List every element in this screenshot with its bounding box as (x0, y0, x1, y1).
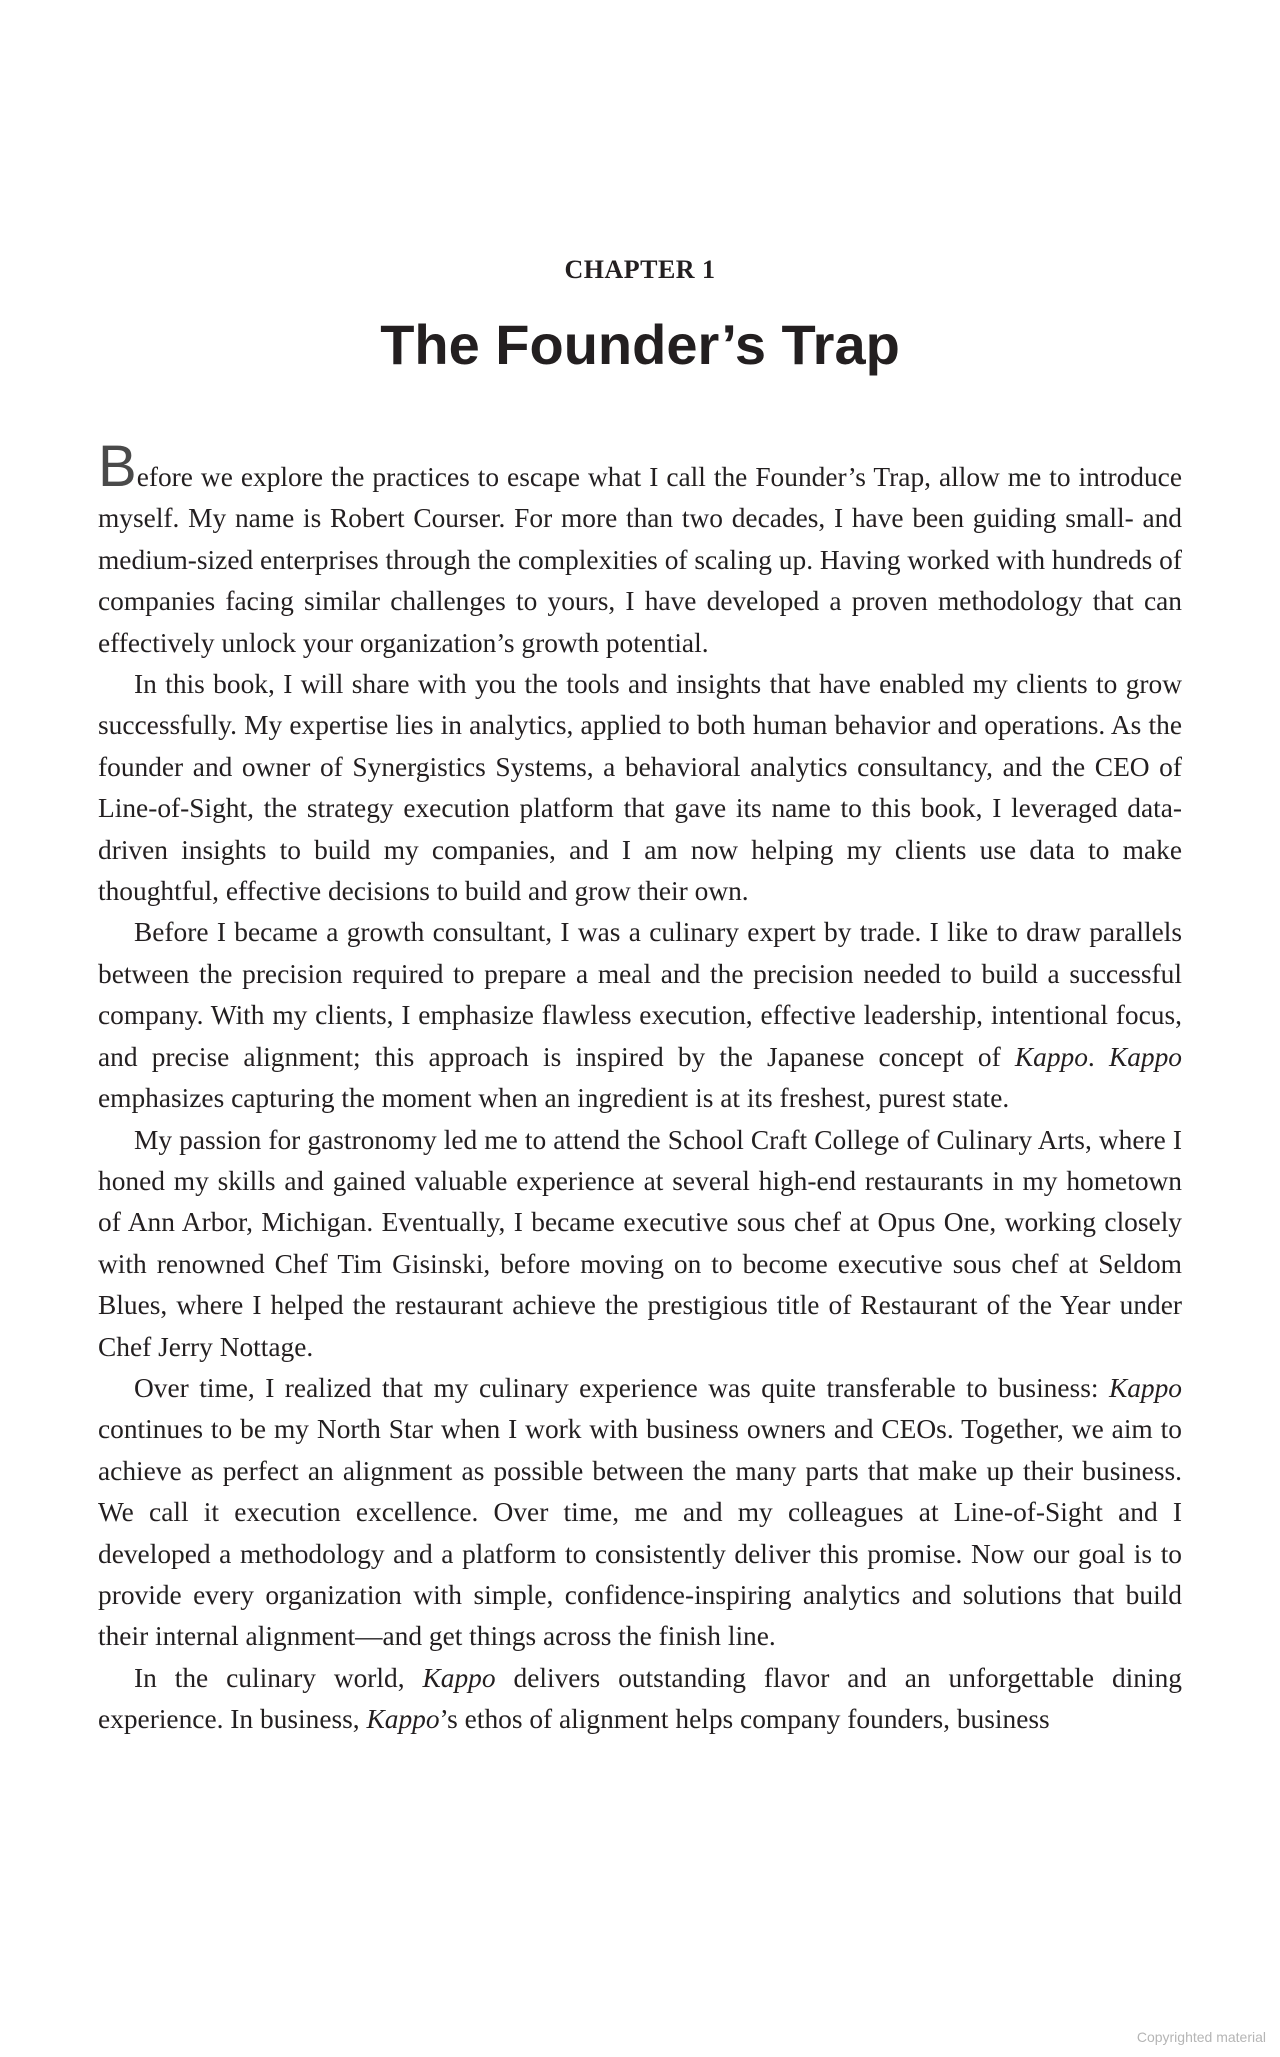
paragraph-5-text-b: continues to be my North Star when I work with business owners and CEOs. Together, we aim to achieve as perfect an alignment as possible between the many parts that make up their business. We call it execution excellence. Over time, me and my colleagues at Line-of-Sight and I developed a methodology and a platform to consistently deliver this promise. Now our goal is to provide every organization with simple, confidence-inspiring analytics and solutions that build their internal alignment—and get things across the finish line. (98, 1414, 1182, 1652)
kappo-term: Kappo (1108, 1372, 1182, 1403)
chapter-label: CHAPTER 1 (564, 255, 716, 284)
paragraph-2: In this book, I will share with you the tools and insights that have enabled my clients to grow successfully. My expertise lies in analytics, applied to both human behavior and operations. As the founder and owner of Synergistics Systems, a behavioral analytics consultancy, and the CEO of Line-of-Sight, the strategy execution platform that gave its name to this book, I leveraged data-driven insights to build my companies, and I am now helping my clients use data to make thoughtful, effective decisions to build and grow their own. (98, 669, 1182, 907)
chapter-body (98, 434, 1182, 1741)
paragraph-6-text-a: In the culinary world, (134, 1662, 423, 1693)
kappo-term: Kappo (422, 1662, 496, 1693)
paragraph-3-text-a: Before I became a growth consultant, I was a culinary expert by trade. I like to draw parallels between the precision required to prepare a meal and the precision needed to build a successful company. With my clients, I emphasize flawless execution, effective leadership, intentional focus, and precise alignment; this approach is inspired by the Japanese concept of (98, 917, 1182, 1072)
drop-cap: B (98, 434, 137, 499)
chapter-title: The Founder’s Trap (380, 313, 900, 376)
paragraph-3-text-b: . (1087, 1041, 1109, 1072)
paragraph-3-text-c: emphasizes capturing the moment when an ingredient is at its freshest, purest state. (98, 1083, 1010, 1114)
paragraph-1-text: efore we explore the practices to escape what I call the Founder’s Trap, allow me to introduce myself. My name is Robert Courser. For more than two decades, I have been guiding small- and medium-sized enterprises through the complexities of scaling up. Having worked with hundreds of companies facing similar challenges to yours, I have developed a proven methodology that can effectively unlock your organization’s growth potential. (98, 462, 1182, 658)
paragraph-6-text-c: ’s ethos of alignment helps company founders, business (439, 1704, 1050, 1735)
paragraph-6 (98, 1658, 1182, 1741)
paragraph-4: My passion for gastronomy led me to attend the School Craft College of Culinary Arts, where I honed my skills and gained valuable experience at several high-end restaurants in my hometown of Ann Arbor, Michigan. Eventually, I became executive sous chef at Opus One, working closely with renowned Chef Tim Gisinski, before moving on to become executive sous chef at Seldom Blues, where I helped the restaurant achieve the prestigious title of Restaurant of the Year under Chef Jerry Nottage. (98, 1124, 1182, 1362)
kappo-term: Kappo (1014, 1041, 1088, 1072)
kappo-term: Kappo (1108, 1041, 1182, 1072)
paragraph-5-text-a: Over time, I realized that my culinary experience was quite transferable to business: (134, 1372, 1109, 1403)
paragraph-1 (98, 434, 1182, 664)
paragraph-6-text-b: delivers outstanding flavor and an unforgettable dining experience. In business, (98, 1662, 1182, 1735)
paragraph-3 (98, 912, 1182, 1119)
paragraph-5 (98, 1368, 1182, 1658)
kappo-term: Kappo (366, 1704, 440, 1735)
copyright-watermark: Copyrighted material (1136, 2029, 1266, 2045)
